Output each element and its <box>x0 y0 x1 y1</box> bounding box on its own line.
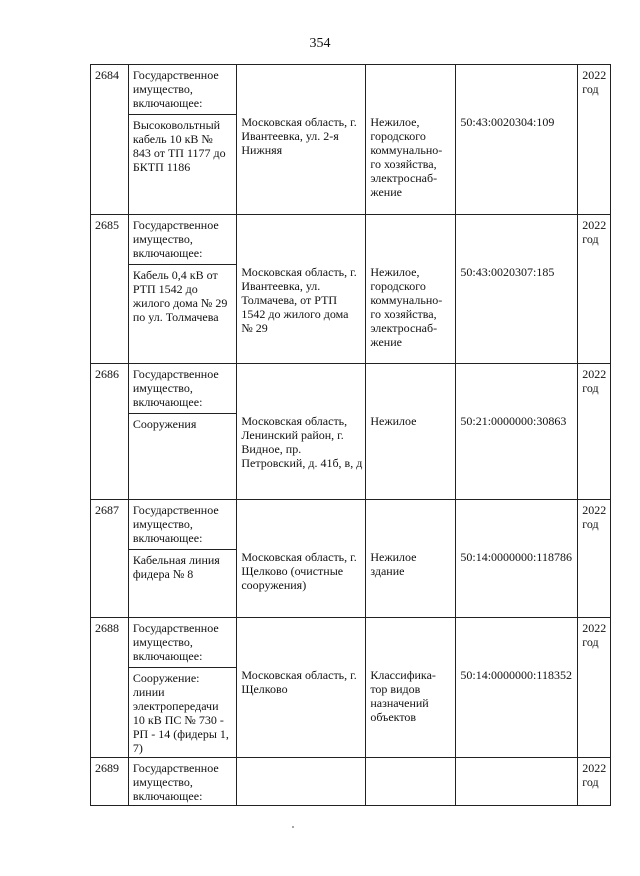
item-name-cell: Сооружение: линии электропередачи 10 кВ ПС № 730 - РП - 14 (фидеры 1, 7) <box>128 668 237 758</box>
year-cell: 2022 год <box>578 364 611 500</box>
page-number: 354 <box>309 36 331 51</box>
item-name-cell: Сооружения <box>128 414 237 500</box>
row-number: 2686 <box>91 364 129 500</box>
group-header: Государственное имущество, включающее: <box>128 215 237 265</box>
address-cell <box>237 758 366 806</box>
row-number: 2687 <box>91 500 129 618</box>
cadastral-cell: 50:43:0020304:109 <box>456 65 578 215</box>
address-cell: Московская область, г. Щелково (очистные сооружения) <box>237 500 366 618</box>
address-cell: Московская область, Ленинский район, г. Видное, пр. Петровский, д. 41б, в, д <box>237 364 366 500</box>
table-row <box>91 215 611 265</box>
table-row <box>91 364 611 414</box>
cadastral-cell: 50:14:0000000:118786 <box>456 500 578 618</box>
purpose-cell <box>366 758 456 806</box>
property-register-table <box>90 64 611 806</box>
row-number: 2688 <box>91 618 129 758</box>
purpose-cell: Нежилое, городского коммунально-го хозяйства, электроснаб-жение <box>366 65 456 215</box>
table-row <box>91 618 611 668</box>
year-cell: 2022 год <box>578 758 611 806</box>
group-header: Государственное имущество, включающее: <box>128 500 237 550</box>
cadastral-cell: 50:43:0020307:185 <box>456 215 578 364</box>
row-number: 2684 <box>91 65 129 215</box>
item-name-cell: Кабель 0,4 кВ от РТП 1542 до жилого дома № 29 по ул. Толмачева <box>128 265 237 364</box>
cadastral-cell <box>456 758 578 806</box>
table-row <box>91 65 611 115</box>
table-row <box>91 758 611 806</box>
item-name-cell: Кабельная линия фидера № 8 <box>128 550 237 618</box>
purpose-cell: Классифика-тор видов назначений объектов <box>366 618 456 758</box>
purpose-cell: Нежилое <box>366 364 456 500</box>
cadastral-cell: 50:14:0000000:118352 <box>456 618 578 758</box>
item-name-cell: Высоковольтный кабель 10 кВ № 843 от ТП 1177 до БКТП 1186 <box>128 115 237 215</box>
cadastral-cell: 50:21:0000000:30863 <box>456 364 578 500</box>
scan-speck <box>292 826 294 828</box>
address-cell: Московская область, г. Ивантеевка, ул. 2-я Нижняя <box>237 65 366 215</box>
year-cell: 2022 год <box>578 215 611 364</box>
year-cell: 2022 год <box>578 65 611 215</box>
address-cell: Московская область, г. Ивантеевка, ул. Толмачева, от РТП 1542 до жилого дома № 29 <box>237 215 366 364</box>
group-header: Государственное имущество, включающее: <box>128 758 237 806</box>
row-number: 2685 <box>91 215 129 364</box>
purpose-cell: Нежилое здание <box>366 500 456 618</box>
row-number: 2689 <box>91 758 129 806</box>
group-header: Государственное имущество, включающее: <box>128 618 237 668</box>
year-cell: 2022 год <box>578 618 611 758</box>
table-row <box>91 500 611 550</box>
address-cell: Московская область, г. Щелково <box>237 618 366 758</box>
group-header: Государственное имущество, включающее: <box>128 364 237 414</box>
year-cell: 2022 год <box>578 500 611 618</box>
purpose-cell: Нежилое, городского коммунально-го хозяйства, электроснаб-жение <box>366 215 456 364</box>
group-header: Государственное имущество, включающее: <box>128 65 237 115</box>
